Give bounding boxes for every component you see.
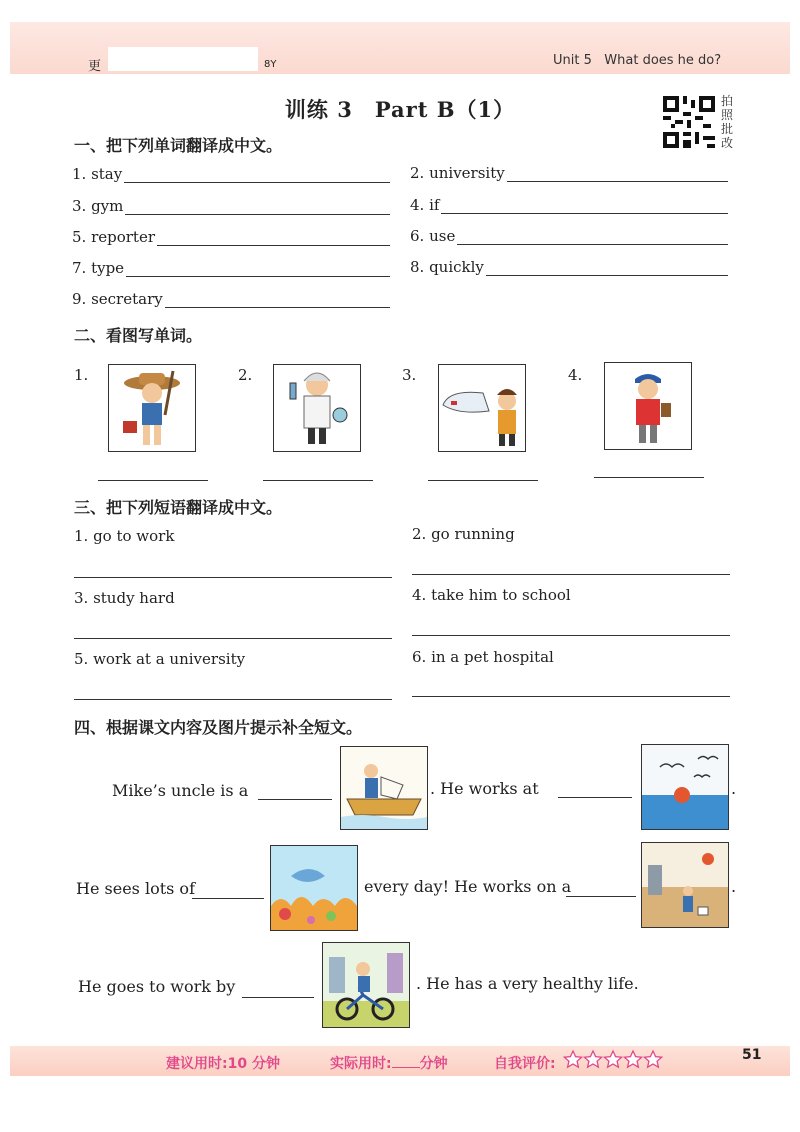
ship-picture: [641, 842, 729, 928]
qr-caption-char: 改: [721, 136, 734, 150]
answer-line[interactable]: [428, 479, 538, 481]
word-label: 1. stay: [72, 165, 123, 183]
fisherman-picture: [340, 746, 428, 830]
answer-line[interactable]: [98, 479, 208, 481]
story-blank[interactable]: [242, 996, 314, 998]
answer-blank[interactable]: [125, 198, 390, 215]
word-label: 7. type: [72, 259, 125, 277]
unit-title: What does he do?: [604, 53, 722, 68]
story-text: every day! He works on a: [364, 877, 572, 896]
star-icon: [624, 1051, 641, 1067]
phrase-item: 6. in a pet hospital: [412, 648, 554, 666]
story-text: . He has a very healthy life.: [416, 974, 639, 993]
actual-time-unit: 分钟: [419, 1056, 448, 1072]
word-label: 3. gym: [72, 197, 124, 215]
answer-blank[interactable]: [124, 166, 390, 183]
rating-stars[interactable]: [563, 1050, 663, 1070]
postman-picture: [604, 362, 692, 450]
section1-title: 一、把下列单词翻译成中文。: [74, 136, 283, 155]
bike-illustration: [323, 943, 409, 1027]
story-text: .: [731, 877, 737, 896]
story-text: He goes to work by: [78, 977, 236, 996]
star-icon: [644, 1051, 661, 1067]
page-title: 训练 3 Part B（1）: [284, 97, 516, 122]
fish-illustration: [271, 846, 357, 930]
header-code: 8Y: [264, 59, 277, 70]
page-number: 51: [742, 1047, 762, 1063]
answer-blank[interactable]: [126, 260, 390, 277]
answer-blank[interactable]: [507, 165, 728, 182]
story-text: Mike’s uncle is a: [112, 781, 249, 800]
word-label: 5. reporter: [72, 228, 156, 246]
picture-number: 4.: [568, 366, 583, 384]
scientist-illustration: [274, 365, 360, 451]
story-blank[interactable]: [566, 895, 636, 897]
self-eval-label: 自我评价:: [494, 1056, 556, 1072]
sea-picture: [641, 744, 729, 830]
picture-number: 1.: [74, 366, 89, 384]
header-redaction: [108, 47, 258, 71]
word-label: 8. quickly: [410, 258, 484, 276]
qr-caption-char: 批: [721, 122, 734, 136]
answer-blank[interactable]: [157, 229, 390, 246]
story-text: He sees lots of: [76, 879, 195, 898]
postman-illustration: [605, 363, 691, 449]
picture-number: 3.: [402, 366, 417, 384]
pilot-picture: [438, 364, 526, 452]
word-item: [410, 196, 728, 214]
answer-line[interactable]: [412, 695, 730, 697]
word-item: [72, 228, 390, 246]
section2-title: 二、看图写单词。: [74, 326, 203, 345]
fisherman-illustration: [341, 747, 427, 829]
story-text: . He works at: [430, 779, 539, 798]
qr-caption-char: 拍: [721, 94, 734, 108]
unit-number: Unit 5: [553, 53, 592, 68]
answer-line[interactable]: [74, 576, 392, 578]
answer-line[interactable]: [412, 634, 730, 636]
word-item: [72, 197, 390, 215]
picture-number: 2.: [238, 366, 253, 384]
bike-picture: [322, 942, 410, 1028]
section3-title: 三、把下列短语翻译成中文。: [74, 498, 283, 517]
phrase-item: 5. work at a university: [74, 650, 246, 668]
phrase-item: 2. go running: [412, 525, 515, 543]
section4-title: 四、根据课文内容及图片提示补全短文。: [74, 718, 363, 737]
fish-picture: [270, 845, 358, 931]
word-label: 6. use: [410, 227, 456, 245]
pilot-illustration: [439, 365, 525, 451]
phrase-item: 4. take him to school: [412, 586, 571, 604]
answer-line[interactable]: [263, 479, 373, 481]
qr-caption-char: 照: [721, 108, 734, 122]
actual-time-label: 实际用时:: [330, 1056, 392, 1072]
qr-code-icon[interactable]: [663, 96, 715, 148]
word-item: [410, 164, 728, 182]
answer-blank[interactable]: [165, 291, 390, 308]
answer-blank[interactable]: [486, 259, 728, 276]
word-item: [410, 258, 728, 276]
word-label: 2. university: [410, 164, 505, 182]
word-item: [410, 227, 728, 245]
story-text: .: [731, 779, 737, 798]
farmer-picture: [108, 364, 196, 452]
word-label: 9. secretary: [72, 290, 163, 308]
sea-illustration: [642, 745, 728, 829]
scientist-picture: [273, 364, 361, 452]
unit-heading: [553, 53, 721, 68]
answer-line[interactable]: [594, 476, 704, 478]
actual-time-blank[interactable]: [392, 1055, 420, 1068]
answer-blank[interactable]: [441, 197, 728, 214]
word-item: [72, 165, 390, 183]
word-item: [72, 290, 390, 308]
word-item: [72, 259, 390, 277]
answer-line[interactable]: [74, 637, 392, 639]
answer-line[interactable]: [74, 698, 392, 700]
star-icon: [604, 1051, 621, 1067]
star-icon: [584, 1051, 601, 1067]
answer-blank[interactable]: [457, 228, 728, 245]
qr-caption: [721, 94, 737, 150]
ship-illustration: [642, 843, 728, 927]
word-label: 4. if: [410, 196, 440, 214]
story-blank[interactable]: [192, 897, 264, 899]
star-icon: [564, 1051, 581, 1067]
story-blank[interactable]: [558, 796, 632, 798]
answer-line[interactable]: [412, 573, 730, 575]
phrase-item: 3. study hard: [74, 589, 175, 607]
suggested-time: 建议用时:10 分钟: [166, 1056, 280, 1072]
header-left-text: 更: [88, 59, 102, 74]
actual-time: [330, 1053, 448, 1073]
story-blank[interactable]: [258, 798, 332, 800]
farmer-illustration: [109, 365, 195, 451]
phrase-item: 1. go to work: [74, 527, 175, 545]
